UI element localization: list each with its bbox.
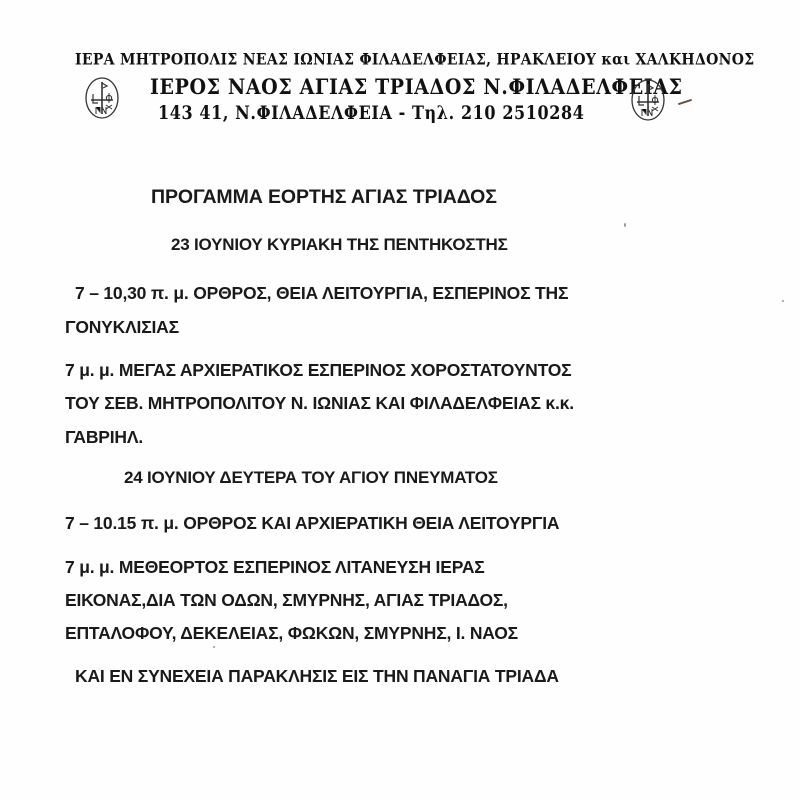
metropolis-name: ΙΕΡΑ ΜΗΤΡΟΠΟΛΙΣ ΝΕΑΣ ΙΩΝΙΑΣ ΦΙΛΑΔΕΛΦΕΙΑΣ, ΗΡΑΚΛΕΙΟΥ και ΧΑΛΚΗΔΟΝΟΣ [75,50,755,70]
christogram-seal-icon [630,78,666,122]
day1-line: ΤΟΥ ΣΕΒ. ΜΗΤΡΟΠΟΛΙΤΟΥ Ν. ΙΩΝΙΑΣ ΚΑΙ ΦΙΛΑΔΕΛΦΕΙΑΣ κ.κ. [65,393,574,413]
day1-line: ΓΟΝΥΚΛΙΣΙΑΣ [65,317,179,337]
day1-line: ΓΑΒΡΙΗΛ. [65,427,143,447]
scan-speck [624,223,626,227]
church-name: ΙΕΡΟΣ ΝΑΟΣ ΑΓΙΑΣ ΤΡΙΑΔΟΣ Ν.ΦΙΛΑΔΕΛΦΕΙΑΣ [150,74,683,100]
day2-heading: 24 ΙΟΥΝΙΟΥ ΔΕΥΤΕΡΑ ΤΟΥ ΑΓΙΟΥ ΠΝΕΥΜΑΤΟΣ [124,468,498,487]
day2-line: ΕΠΤΑΛΟΦΟΥ, ΔΕΚΕΛΕΙΑΣ, ΦΩΚΩΝ, ΣΜΥΡΝΗΣ, Ι. ΝΑΟΣ [65,623,518,643]
pen-mark [678,99,692,105]
church-address-phone: 143 41, Ν.ΦΙΛΑΔΕΛΦΕΙΑ - Τηλ. 210 2510284 [158,101,585,124]
program-title: ΠΡΟΓΑΜΜΑ ΕΟΡΤΗΣ ΑΓΙΑΣ ΤΡΙΑΔΟΣ [151,186,497,208]
day1-heading: 23 ΙΟΥΝΙΟΥ ΚΥΡΙΑΚΗ ΤΗΣ ΠΕΝΤΗΚΟΣΤΗΣ [171,235,508,254]
day2-line: ΕΙΚΟΝΑΣ,ΔΙΑ ΤΩΝ ΟΔΩΝ, ΣΜΥΡΝΗΣ, ΑΓΙΑΣ ΤΡΙΑΔΟΣ, [65,590,508,610]
day2-line: 7 – 10.15 π. μ. ΟΡΘΡΟΣ ΚΑΙ ΑΡΧΙΕΡΑΤΙΚΗ ΘΕΙΑ ΛΕΙΤΟΥΡΓΙΑ [65,513,560,533]
scan-speck [782,300,784,302]
day1-line: 7 – 10,30 π. μ. ΟΡΘΡΟΣ, ΘΕΙΑ ΛΕΙΤΟΥΡΓΙΑ, ΕΣΠΕΡΙΝΟΣ ΤΗΣ [75,283,569,303]
day1-line: 7 μ. μ. ΜΕΓΑΣ ΑΡΧΙΕΡΑΤΙΚΟΣ ΕΣΠΕΡΙΝΟΣ ΧΟΡΟΣΤΑΤΟΥΝΤΟΣ [65,360,572,380]
day2-line: 7 μ. μ. ΜΕΘΕΟΡΤΟΣ ΕΣΠΕΡΙΝΟΣ ΛΙΤΑΝΕΥΣΗ ΙΕΡΑΣ [65,557,485,577]
christogram-seal-icon [84,76,120,120]
scan-speck [213,646,215,648]
closing-line: ΚΑΙ ΕΝ ΣΥΝΕΧΕΙΑ ΠΑΡΑΚΛΗΣΙΣ ΕΙΣ ΤΗΝ ΠΑΝΑΓΙΑ ΤΡΙΑΔΑ [75,666,559,686]
